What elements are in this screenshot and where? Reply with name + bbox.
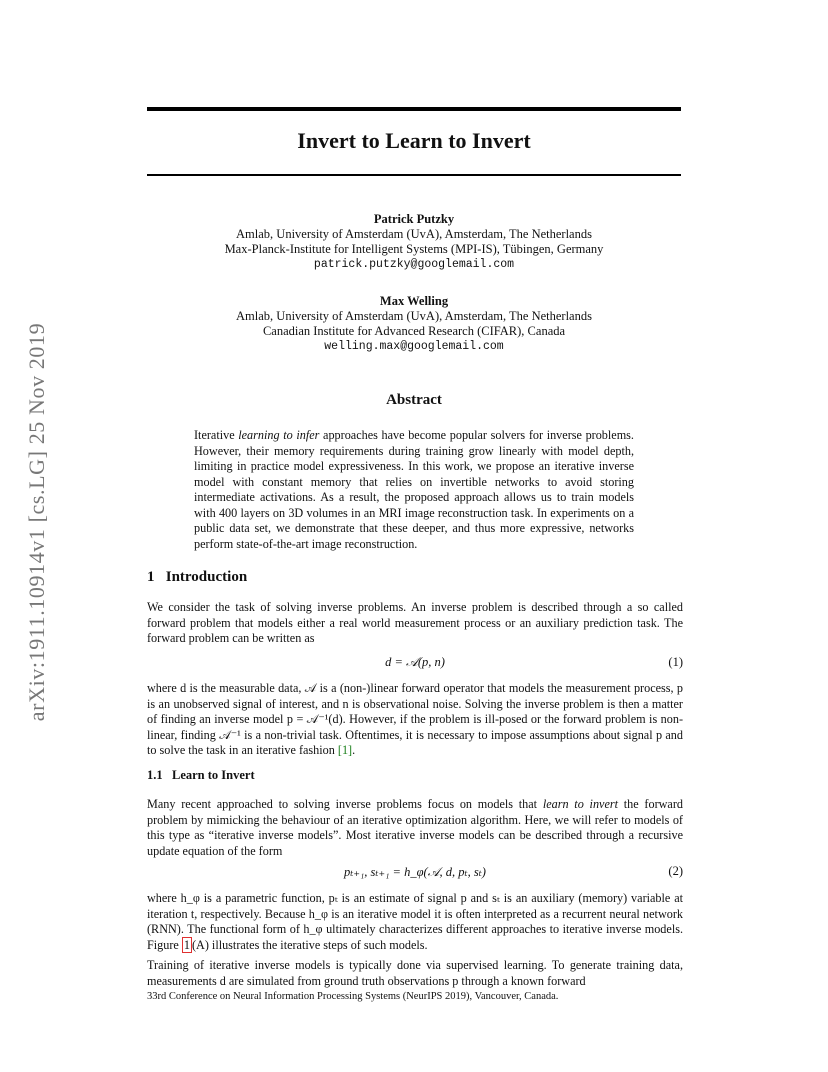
abstract-text-rest: approaches have become popular solvers for inverse problems. However, their memory requirements during training grow linearly with model depth, limiting in practice model expressiveness. In this work, we propose an iterative inverse model with constant memory that relies on invertible networks to avoid storing intermediate activations. As a result, the proposed approach allows us to train models with 400 layers on 3D volumes in an MRI image reconstruction task. In experiments on a public data set, we demonstrate that these deeper, and thus more expressive, networks perform state-of-the-art image reconstruction. xyxy=(194,428,634,551)
subsection-heading-learn-to-invert xyxy=(147,768,255,783)
title-top-rule xyxy=(147,107,681,111)
author-affiliation: Amlab, University of Amsterdam (UvA), Amsterdam, The Netherlands xyxy=(236,227,592,241)
equation-1 xyxy=(147,655,683,673)
author-block-2 xyxy=(147,294,681,354)
subsection-emphasis: learn to invert xyxy=(542,797,618,811)
subsection-paragraph-2 xyxy=(147,891,683,953)
author-affiliation: Canadian Institute for Advanced Research (CIFAR), Canada xyxy=(262,324,566,338)
subsection-number: 1.1 xyxy=(147,768,163,782)
arxiv-stamp-text: arXiv:1911.10914v1 [cs.LG] 25 Nov 2019 xyxy=(24,322,49,722)
intro-paragraph-2-text: where d is the measurable data, 𝒜 is a (non-)linear forward operator that models the measurement process, p is an unobserved signal of interest, and n is observational noise. Solving the inverse problem is then a matter of finding an inverse model p = 𝒜⁻¹(d). However, if the problem is ill-posed or the forward problem is non-linear, finding 𝒜⁻¹ is a non-trivial task. Oftentimes, it is necessary to impose assumptions about signal p and to solve the task in an iterative fashion xyxy=(147,681,683,757)
author-affiliation: Amlab, University of Amsterdam (UvA), Amsterdam, The Netherlands xyxy=(236,309,592,323)
equation-2 xyxy=(147,864,683,882)
citation-link[interactable]: [1] xyxy=(337,743,353,757)
title-bottom-rule xyxy=(147,174,681,176)
subsection-title: Learn to Invert xyxy=(172,768,255,782)
conference-footnote: 33rd Conference on Neural Information Processing Systems (NeurIPS 2019), Vancouver, Canada. xyxy=(147,991,559,1002)
author-name: Patrick Putzky xyxy=(373,212,455,226)
equation-2-number: (2) xyxy=(668,864,683,878)
equation-1-number: (1) xyxy=(668,655,683,669)
section-title: Introduction xyxy=(165,569,248,585)
section-heading-introduction xyxy=(147,569,247,586)
subsection-paragraph-3: Training of iterative inverse models is typically done via supervised learning. To generate training data, measurements d are simulated from ground truth observations p through a known forward xyxy=(147,958,683,988)
intro-paragraph-2-end: . xyxy=(352,743,356,757)
author-block-1 xyxy=(147,212,681,272)
page-title: Invert to Learn to Invert xyxy=(297,128,531,153)
equation-1-body: d = 𝒜(p, n) xyxy=(385,655,445,669)
author-name: Max Welling xyxy=(379,294,449,308)
abstract-text-start: Iterative xyxy=(194,428,239,442)
subsection-paragraph-1-rest: the forward problem by mimicking the behaviour of an iterative optimization algorithm. Here, we will refer to models of this type as “iterative inverse models”. Most iterative inverse models can be described through a recursive update equation of the form xyxy=(147,797,683,858)
subsection-paragraph-1-text: Many recent approached to solving inverse problems focus on models that xyxy=(147,797,543,811)
subsection-paragraph-2-end: (A) illustrates the iterative steps of such models. xyxy=(191,937,428,952)
author-affiliation: Max-Planck-Institute for Intelligent Systems (MPI-IS), Tübingen, Germany xyxy=(224,242,604,256)
abstract-emphasis: learning to infer xyxy=(238,428,320,442)
subsection-paragraph-1 xyxy=(147,797,683,859)
section-number: 1 xyxy=(147,569,155,585)
author-email[interactable]: welling.max@googlemail.com xyxy=(324,340,504,353)
abstract-text xyxy=(194,428,634,552)
intro-paragraph-1: We consider the task of solving inverse problems. An inverse problem is described through a so called forward problem that models either a real world measurement process or an auxiliary prediction task. The forward problem can be written as xyxy=(147,600,683,645)
arxiv-stamp xyxy=(24,282,50,762)
figure-reference-link[interactable]: 1 xyxy=(183,937,190,952)
intro-paragraph-2 xyxy=(147,681,683,759)
abstract-heading: Abstract xyxy=(386,392,442,408)
equation-2-body: pₜ₊₁, sₜ₊₁ = h_φ(𝒜, d, pₜ, sₜ) xyxy=(344,865,486,879)
author-email[interactable]: patrick.putzky@googlemail.com xyxy=(313,258,515,271)
subsection-paragraph-2-text: where h_φ is a parametric function, pₜ is an estimate of signal p and sₜ is an auxiliary (memory) variable at iteration t, respectively. Because h_φ is an iterative model it is often interpreted as a recurrent neural network (RNN). The functional form of h_φ ultimately characterizes different approaches to iterative inverse models. Figure xyxy=(147,891,683,952)
